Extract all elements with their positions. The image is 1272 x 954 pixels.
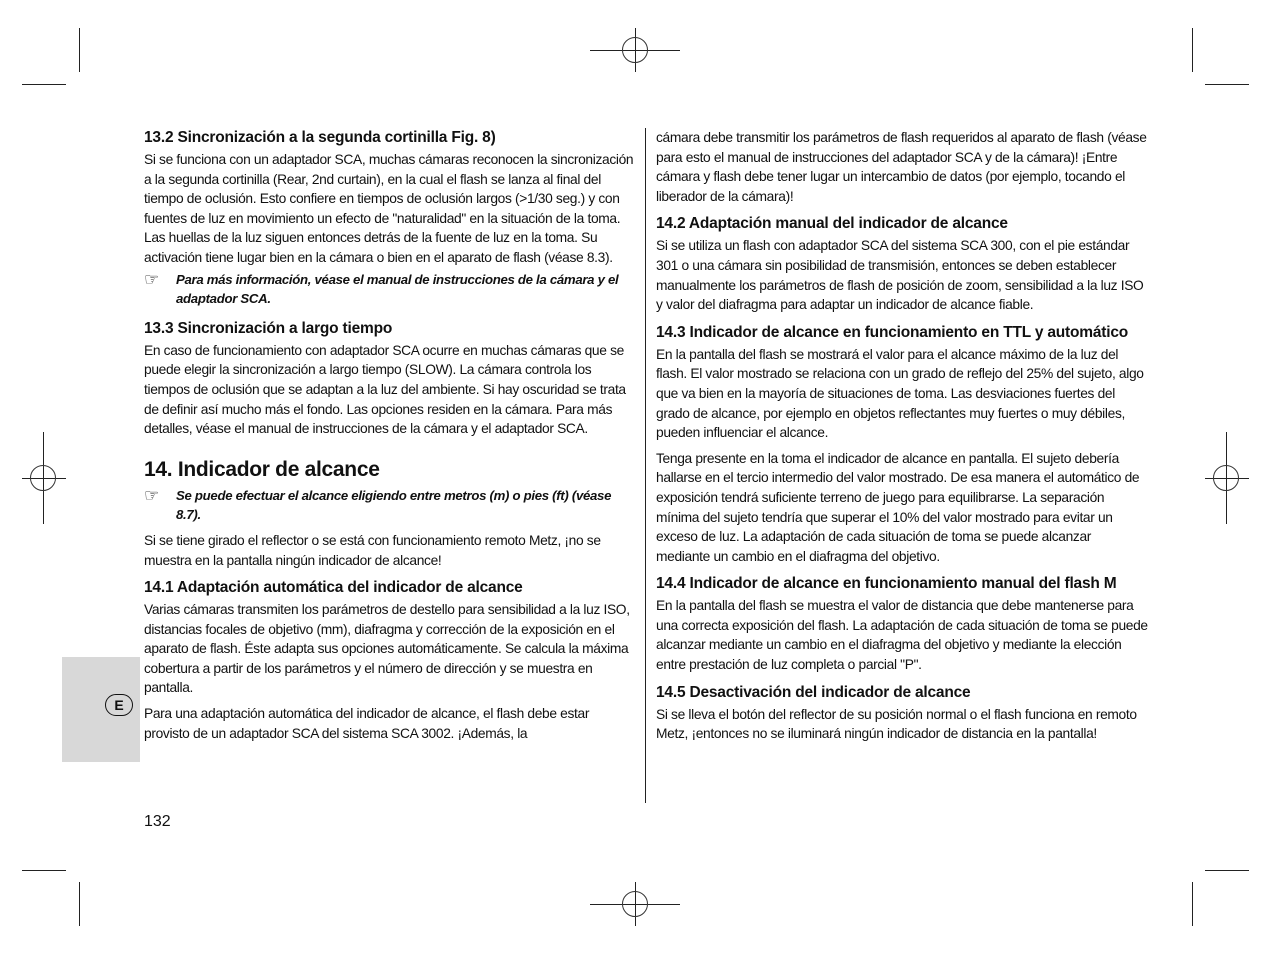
section-heading-14-2: 14.2 Adaptación manual del indicador de alcance <box>656 215 1008 233</box>
crop-mark <box>1192 28 1193 72</box>
crop-mark <box>22 870 66 871</box>
note-14 <box>144 486 636 525</box>
section-body-14: Si se tiene girado el reflector o se está con funcionamiento remoto Metz, ¡no se muestra en la pantalla ningún indicador de alcance! <box>144 532 601 568</box>
crop-mark <box>79 882 80 926</box>
chapter-heading-14: 14. Indicador de alcance <box>144 457 380 481</box>
left-column <box>144 128 636 743</box>
section-heading-13-3: 13.3 Sincronización a largo tiempo <box>144 319 393 337</box>
crop-mark <box>1205 870 1249 871</box>
language-tab <box>62 657 140 762</box>
note-text-13-2: Para más información, véase el manual de instrucciones de la cámara y el adaptador SCA. <box>176 271 619 307</box>
section-body-14-1-b: Para una adaptación automática del indicador de alcance, el flash debe estar provisto de un adaptador SCA del sistema SCA 3002. ¡Además, la <box>144 706 590 741</box>
pointing-hand-icon: ☞ <box>144 269 160 289</box>
section-body-14-2: Si se utiliza un flash con adaptador SCA del sistema SCA 300, con el pie estándar 301 o una cámara sin posibilidad de transmisión, entonces se deben establecer manualmente los parámetros de flash de posición de zoom, sensibilidad a la luz ISO y valor del diafragma para adaptar un indicador de alcance fiable. <box>656 238 1144 313</box>
right-column <box>656 128 1148 744</box>
continuation-text: cámara debe transmitir los parámetros de flash requeridos al aparato de flash (véase para esto el manual de instrucciones del adaptador SCA y de la cámara)! ¡Entre cámara y flash debe tener lugar un intercambio de datos (por ejemplo, tocando el liberador de la cámara)! <box>656 130 1147 204</box>
registration-circle <box>1213 465 1239 491</box>
section-body-13-3: En caso de funcionamiento con adaptador SCA ocurre en muchas cámaras que se puede elegir la sincronización a largo tiempo (SLOW). La cámara controla los tiempos de oclusión que se adaptan a la luz del ambiente. Si hay oscuridad se trata de definir así mucho más el fondo. Las opciones residen en la cámara. Para más detalles, véase el manual de instrucciones de la cámara y el adaptador SCA. <box>144 342 626 437</box>
section-body-14-3-a: En la pantalla del flash se mostrará el valor para el alcance máximo de la luz del flash. El valor mostrado se relaciona con un grado de reflejo del 25% del sujeto, algo que va bien en la mayoría de situaciones de toma. Las desviaciones fuertes del grado de alcance, por ejemplo en objetos reflectantes muy fuertes o muy débiles, pueden influenciar el alcance. <box>656 346 1144 441</box>
registration-circle <box>622 891 648 917</box>
crop-mark <box>1205 84 1249 85</box>
section-heading-14-5: 14.5 Desactivación del indicador de alcance <box>656 683 971 701</box>
section-body-14-1-a: Varias cámaras transmiten los parámetros de destello para sensibilidad a la luz ISO, distancias focales de objetivo (mm), diafragma y corrección de la exposición en el aparato de flash. Éste adapta sus opciones automáticamente. Se calcula la máxima cobertura a partir de los parámetros y el número de dirección y se muestra en pantalla. <box>144 602 630 696</box>
note-text-14: Se puede efectuar el alcance eligiendo entre metros (m) o pies (ft) (véase 8.7). <box>176 487 612 523</box>
section-heading-14-1: 14.1 Adaptación automática del indicador de alcance <box>144 579 523 597</box>
pointing-hand-icon: ☞ <box>144 485 160 505</box>
registration-circle <box>622 37 648 63</box>
page-number: 132 <box>144 813 171 830</box>
crop-mark <box>22 84 66 85</box>
section-body-13-2: Si se funciona con un adaptador SCA, muchas cámaras reconocen la sincronización a la segunda cortinilla (Rear, 2nd curtain), en la cual el flash se lanza al final del tiempo de oclusión. Esto confiere en tiempos de oclusión largos (>1/30 seg.) y con fuentes de luz en movimiento un efecto de "naturalidad" en la situación de la toma. Las huellas de la luz siguen entonces detrás de la fuente de luz en la toma. Su activación tiene lugar bien en la cámara o bien en el aparato de flash (véase 8.3). <box>144 152 634 265</box>
section-heading-14-3: 14.3 Indicador de alcance en funcionamiento en TTL y automático <box>656 323 1129 341</box>
column-divider <box>645 128 646 803</box>
note-13-2 <box>144 270 636 309</box>
crop-mark <box>79 28 80 72</box>
crop-mark <box>1192 882 1193 926</box>
registration-circle <box>30 465 56 491</box>
section-body-14-5: Si se lleva el botón del reflector de su posición normal o el flash funciona en remoto Metz, ¡entonces no se iluminará ningún indicador de distancia en la pantalla! <box>656 706 1137 742</box>
section-heading-13-2: 13.2 Sincronización a la segunda cortinilla Fig. 8) <box>144 129 496 146</box>
language-tab-label: E <box>105 694 133 716</box>
section-body-14-3-b: Tenga presente en la toma el indicador de alcance en pantalla. El sujeto debería hallarse en el tercio intermedio del valor mostrado. De esa manera el automático de exposición tendrá suficiente terreno de juego para equilibrarse. La separación mínima del sujeto tendría que superar el 10% del valor mostrado para evitar un exceso de luz. La adaptación de cada situación de toma se puede alcanzar mediante un cambio en el diafragma del objetivo. <box>656 450 1140 564</box>
section-body-14-4: En la pantalla del flash se muestra el valor de distancia que debe mantenerse para una correcta exposición del flash. La adaptación de cada situación de toma se puede alcanzar mediante un cambio en el diafragma del objetivo y mediante la elección entre prestación de luz completa o parcial "P". <box>656 598 1148 673</box>
section-heading-14-4: 14.4 Indicador de alcance en funcionamiento manual del flash M <box>656 575 1117 593</box>
